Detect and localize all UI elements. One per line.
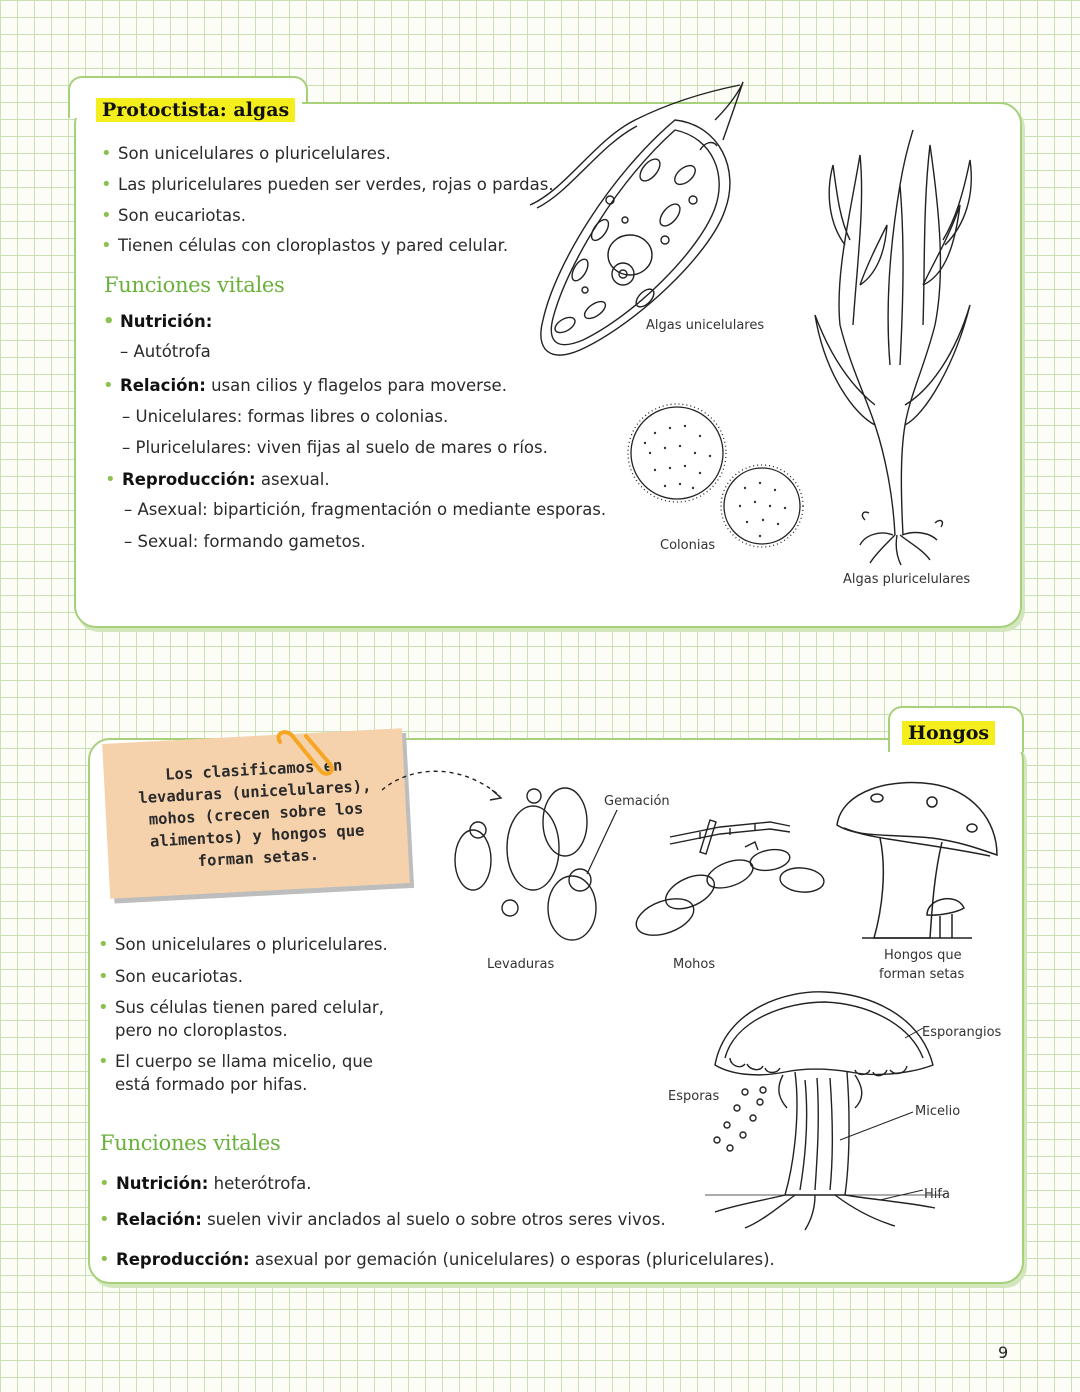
micelio-label: Micelio: [915, 1104, 961, 1119]
algas-bullet-4: • Tienen células con cloroplastos y pared celular.: [118, 236, 508, 256]
algas-functions-title: Funciones vitales: [104, 273, 285, 297]
note-line-2: levaduras (unicelulares),: [137, 776, 372, 807]
algas-nutrition-detail: – Autótrofa: [120, 342, 211, 361]
hongos-nutrition-text: heterótrofa.: [213, 1174, 312, 1193]
hongos-bullet-3: • Sus células tienen pared celular,: [115, 998, 384, 1018]
hongos-bullet-4-cont: está formado por hifas.: [115, 1075, 308, 1094]
hongos-nutrition-label: Nutrición:: [116, 1174, 209, 1193]
hongos-relation-label: Relación:: [116, 1210, 202, 1229]
colonies-illustration: [625, 398, 805, 548]
algas-relation-detail-2: – Pluricelulares: viven fijas al suelo de mares o ríos.: [122, 438, 548, 457]
algas-reproduction-detail-1: – Asexual: bipartición, fragmentación o mediante esporas.: [124, 500, 607, 519]
hifa-label: Hifa: [924, 1187, 950, 1202]
esporangios-label: Esporangios: [922, 1025, 1002, 1040]
hongos-reproduction-text: asexual por gemación (unicelulares) o esporas (pluricelulares).: [254, 1250, 775, 1269]
kelp-illustration: [805, 125, 985, 565]
algas-bullet-2: • Las pluricelulares pueden ser verdes, rojas o pardas.: [118, 175, 554, 195]
budding-pointer-line: [583, 808, 623, 878]
hongos-classification-note: [102, 728, 410, 898]
hongos-bullet-1: • Son unicelulares o pluricelulares.: [115, 935, 388, 955]
hongos-bullet-2: • Son eucariotas.: [115, 967, 243, 987]
note-line-1: Los clasificamos en: [164, 755, 343, 784]
algas-title: Protoctista: algas: [96, 98, 295, 122]
algas-bullet-3: • Son eucariotas.: [118, 206, 246, 226]
algas-bullet-1: • Son unicelulares o pluricelulares.: [118, 144, 391, 164]
algas-relation-label: Relación:: [120, 376, 206, 395]
hongos-reproduction: [116, 1250, 775, 1270]
hongos-nutrition: [116, 1174, 312, 1194]
hongos-reproduction-label: Reproducción:: [116, 1250, 250, 1269]
paperclip-icon: [270, 730, 340, 780]
algas-relation-detail-1: – Unicelulares: formas libres o colonias.: [122, 407, 449, 426]
note-line-5: forman setas.: [197, 845, 320, 870]
note-line-3: mohos (crecen sobre los: [148, 798, 364, 829]
algas-relation: [120, 376, 507, 396]
algas-unicelulares-label: Algas unicelulares: [646, 318, 765, 333]
mohos-label: Mohos: [673, 957, 716, 972]
gemacion-label: Gemación: [604, 794, 670, 809]
algas-reproduction-text: asexual.: [260, 470, 330, 489]
hongos-title: Hongos: [902, 721, 995, 745]
algas-reproduction-label: Reproducción:: [122, 470, 256, 489]
note-line-4: alimentos) y hongos que: [149, 820, 365, 851]
algas-pluricelulares-label: Algas pluricelulares: [843, 572, 971, 587]
algas-reproduction: [122, 470, 330, 490]
hongos-bullet-4: • El cuerpo se llama micelio, que: [115, 1052, 373, 1072]
levaduras-label: Levaduras: [487, 957, 555, 972]
mold-illustration: [630, 812, 830, 942]
hongos-relation: [116, 1210, 666, 1230]
hongos-bullet-3-cont: pero no cloroplastos.: [115, 1021, 288, 1040]
esporas-label: Esporas: [668, 1089, 720, 1104]
page-number: 9: [998, 1343, 1009, 1362]
hongos-relation-text: suelen vivir anclados al suelo o sobre otros seres vivos.: [207, 1210, 666, 1229]
algas-reproduction-detail-2: – Sexual: formando gametos.: [124, 532, 366, 551]
algas-relation-text: usan cilios y flagelos para moverse.: [211, 376, 507, 395]
colonias-label: Colonias: [660, 538, 716, 553]
hongos-functions-title: Funciones vitales: [100, 1131, 281, 1155]
hongos-setas-label-2: forman setas: [879, 967, 965, 982]
hongos-setas-label-1: Hongos que: [884, 948, 962, 963]
algas-nutrition-label: • Nutrición:: [120, 312, 212, 332]
mushroom-section-illustration: [705, 990, 945, 1230]
mushroom-illustration: [832, 780, 1002, 945]
